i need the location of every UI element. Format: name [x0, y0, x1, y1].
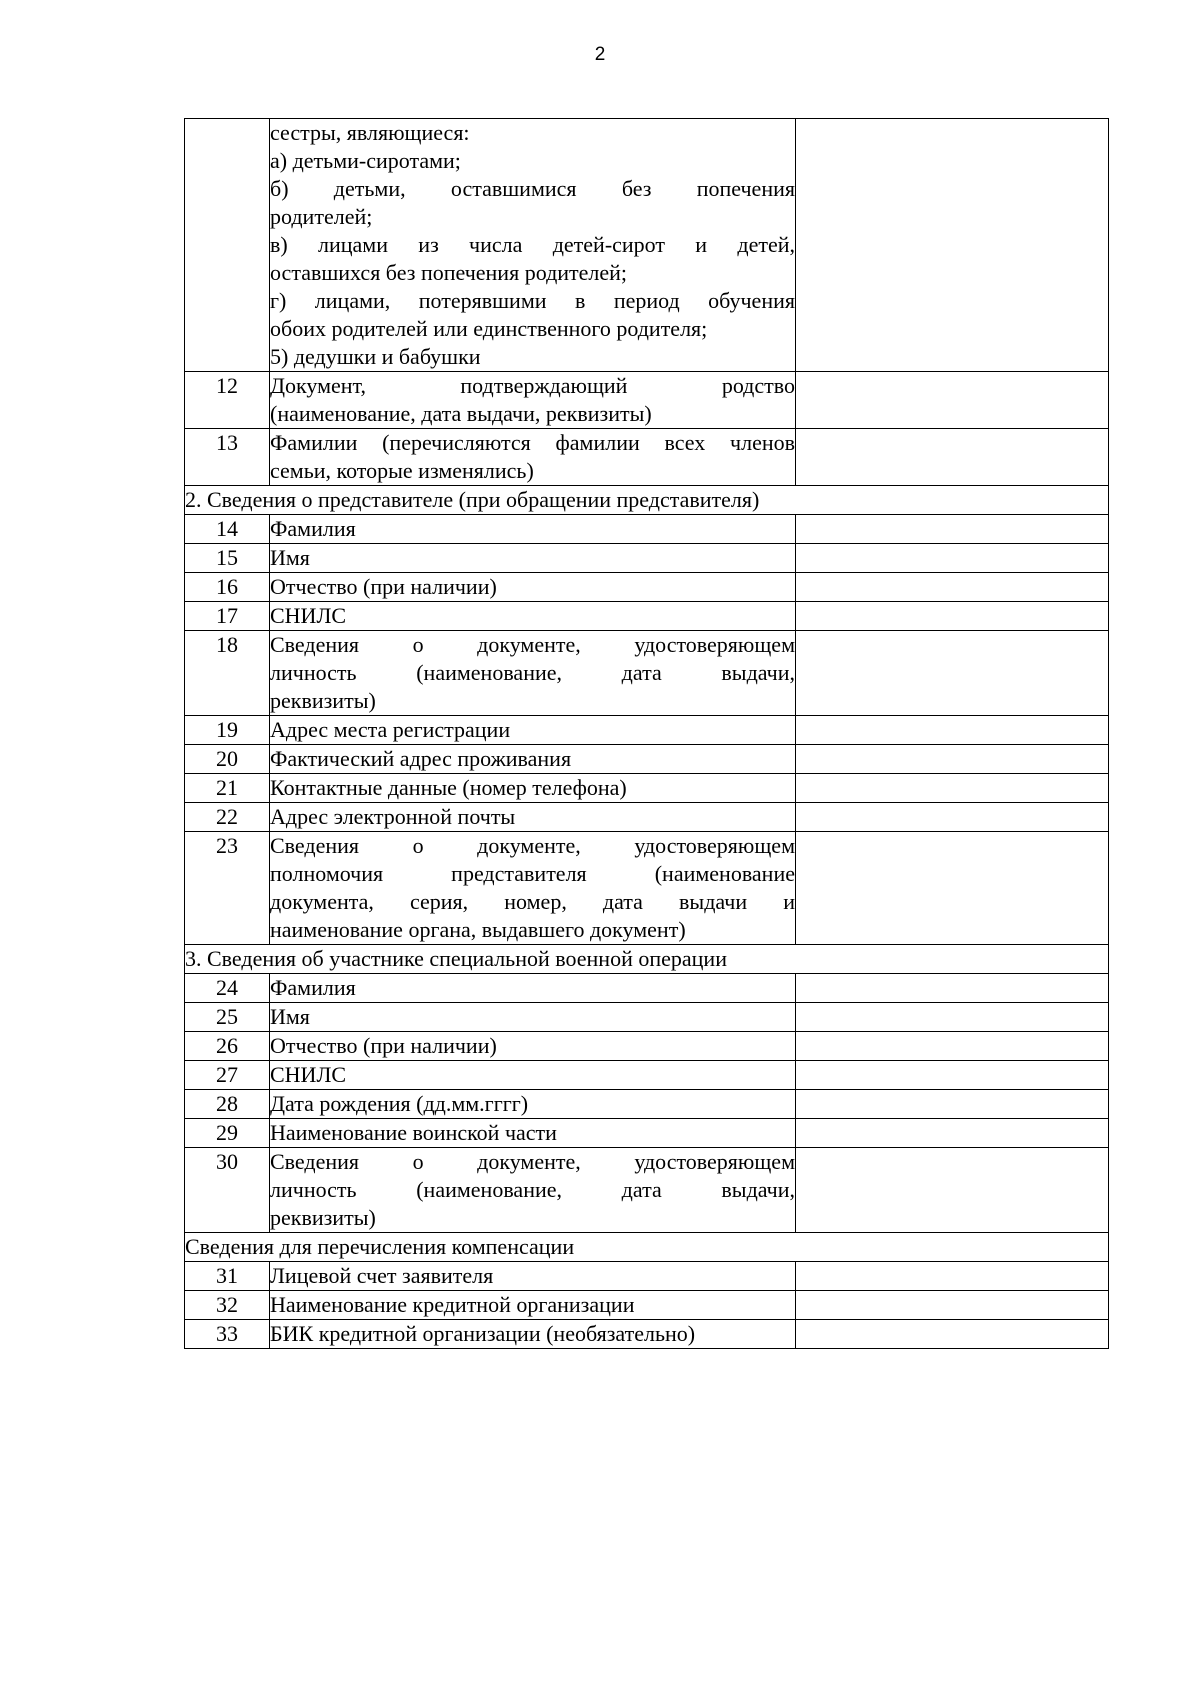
cell-line: Наименование воинской части [270, 1120, 557, 1145]
cell-line: обоих родителей или единственного родителя; [270, 316, 708, 341]
row-number-cell: 23 [185, 832, 270, 945]
row-label-cell [270, 974, 796, 1003]
row-value-cell[interactable] [796, 1061, 1109, 1090]
table-row [185, 631, 1109, 716]
row-label-cell [270, 803, 796, 832]
cell-line: 5) дедушки и бабушки [270, 344, 481, 369]
row-value-cell[interactable] [796, 544, 1109, 573]
cell-line: Лицевой счет заявителя [270, 1263, 494, 1288]
cell-line: полномочия представителя (наименование [270, 861, 795, 886]
row-number-cell: 13 [185, 429, 270, 486]
table-row [185, 774, 1109, 803]
row-value-cell[interactable] [796, 1119, 1109, 1148]
row-number-cell: 28 [185, 1090, 270, 1119]
row-number-cell: 29 [185, 1119, 270, 1148]
table-row [185, 1148, 1109, 1233]
row-number-cell: 26 [185, 1032, 270, 1061]
row-number-cell: 22 [185, 803, 270, 832]
row-number-cell: 19 [185, 716, 270, 745]
cell-line: Имя [270, 1004, 310, 1029]
row-label-cell [270, 1291, 796, 1320]
cell-line: Отчество (при наличии) [270, 574, 497, 599]
row-label-cell [270, 1090, 796, 1119]
section-row [185, 486, 1109, 515]
row-label-cell [270, 429, 796, 486]
row-number-cell: 20 [185, 745, 270, 774]
table-row [185, 745, 1109, 774]
page-number: 2 [594, 44, 606, 65]
row-label-cell [270, 573, 796, 602]
table-row [185, 1061, 1109, 1090]
cell-line: Сведения о документе, удостоверяющем [270, 1149, 795, 1174]
table-row [185, 1119, 1109, 1148]
cell-line: б) детьми, оставшимися без попечения [270, 176, 795, 201]
table-row [185, 1262, 1109, 1291]
row-label-cell [270, 544, 796, 573]
row-label-cell [270, 745, 796, 774]
row-value-cell[interactable] [796, 1090, 1109, 1119]
row-value-cell[interactable] [796, 1003, 1109, 1032]
cell-line: Сведения о документе, удостоверяющем [270, 632, 795, 657]
row-label-cell [270, 372, 796, 429]
cell-line: СНИЛС [270, 1062, 347, 1087]
row-value-cell[interactable] [796, 1032, 1109, 1061]
row-label-cell [270, 631, 796, 716]
row-number-cell: 33 [185, 1320, 270, 1349]
cell-line: Фамилия [270, 516, 356, 541]
row-value-cell[interactable] [796, 631, 1109, 716]
row-value-cell[interactable] [796, 974, 1109, 1003]
table-row [185, 716, 1109, 745]
table-row [185, 119, 1109, 372]
cell-line: Адрес места регистрации [270, 717, 511, 742]
cell-line: личность (наименование, дата выдачи, [270, 1177, 795, 1202]
row-value-cell[interactable] [796, 602, 1109, 631]
table-row [185, 1003, 1109, 1032]
cell-line: реквизиты) [270, 688, 376, 713]
row-value-cell[interactable] [796, 119, 1109, 372]
section-row [185, 1233, 1109, 1262]
table-row [185, 1291, 1109, 1320]
row-value-cell[interactable] [796, 1262, 1109, 1291]
cell-line: СНИЛС [270, 603, 347, 628]
table-row [185, 1032, 1109, 1061]
cell-line: Документ, подтверждающий родство [270, 373, 795, 398]
section-row [185, 945, 1109, 974]
cell-line: семьи, которые изменялись) [270, 458, 534, 483]
row-number-cell [185, 119, 270, 372]
row-number-cell: 18 [185, 631, 270, 716]
row-value-cell[interactable] [796, 429, 1109, 486]
cell-line: Контактные данные (номер телефона) [270, 775, 627, 800]
row-number-cell: 16 [185, 573, 270, 602]
cell-line: а) детьми-сиротами; [270, 148, 461, 173]
cell-line: Наименование кредитной организации [270, 1292, 635, 1317]
row-value-cell[interactable] [796, 372, 1109, 429]
table-row [185, 974, 1109, 1003]
row-label-cell [270, 1032, 796, 1061]
row-number-cell: 21 [185, 774, 270, 803]
row-number-cell: 15 [185, 544, 270, 573]
row-value-cell[interactable] [796, 573, 1109, 602]
cell-line: оставшихся без попечения родителей; [270, 260, 628, 285]
row-value-cell[interactable] [796, 515, 1109, 544]
row-label-cell [270, 1003, 796, 1032]
row-value-cell[interactable] [796, 716, 1109, 745]
cell-line: Адрес электронной почты [270, 804, 516, 829]
row-label-cell [270, 602, 796, 631]
table-row [185, 1320, 1109, 1349]
cell-line: Фамилия [270, 975, 356, 1000]
row-value-cell[interactable] [796, 745, 1109, 774]
table-row [185, 372, 1109, 429]
row-number-cell: 27 [185, 1061, 270, 1090]
cell-line: личность (наименование, дата выдачи, [270, 660, 795, 685]
row-label-cell [270, 1148, 796, 1233]
section-heading-representative: 2. Сведения о представителе (при обращении представителя) [185, 486, 1109, 515]
row-label-cell [270, 1320, 796, 1349]
cell-line: (наименование, дата выдачи, реквизиты) [270, 401, 652, 426]
table-row [185, 803, 1109, 832]
table-row [185, 429, 1109, 486]
row-value-cell[interactable] [796, 1148, 1109, 1233]
table-row [185, 515, 1109, 544]
table-row [185, 602, 1109, 631]
row-value-cell[interactable] [796, 832, 1109, 945]
row-label-cell [270, 515, 796, 544]
row-number-cell: 14 [185, 515, 270, 544]
table-row [185, 832, 1109, 945]
cell-line: наименование органа, выдавшего документ) [270, 917, 686, 942]
form-table [184, 118, 1109, 1349]
row-number-cell: 12 [185, 372, 270, 429]
form-table-body [185, 119, 1109, 1349]
section-heading-compensation: Сведения для перечисления компенсации [185, 1233, 1109, 1262]
row-number-cell: 32 [185, 1291, 270, 1320]
row-label-cell [270, 119, 796, 372]
cell-line: в) лицами из числа детей-сирот и детей, [270, 232, 795, 257]
section-heading-participant: 3. Сведения об участнике специальной военной операции [185, 945, 1109, 974]
cell-line: Отчество (при наличии) [270, 1033, 497, 1058]
cell-line: документа, серия, номер, дата выдачи и [270, 889, 795, 914]
cell-line: Фактический адрес проживания [270, 746, 572, 771]
row-number-cell: 25 [185, 1003, 270, 1032]
cell-line: сестры, являющиеся: [270, 120, 470, 145]
row-label-cell [270, 1262, 796, 1291]
row-number-cell: 31 [185, 1262, 270, 1291]
cell-line: Фамилии (перечисляются фамилии всех членов [270, 430, 795, 455]
row-number-cell: 24 [185, 974, 270, 1003]
row-number-cell: 30 [185, 1148, 270, 1233]
row-label-cell [270, 1061, 796, 1090]
row-label-cell [270, 774, 796, 803]
row-value-cell[interactable] [796, 774, 1109, 803]
row-label-cell [270, 716, 796, 745]
row-label-cell [270, 1119, 796, 1148]
table-row [185, 544, 1109, 573]
row-value-cell[interactable] [796, 803, 1109, 832]
row-value-cell[interactable] [796, 1291, 1109, 1320]
cell-line: Дата рождения (дд.мм.гггг) [270, 1091, 529, 1116]
cell-line: БИК кредитной организации (необязательно) [270, 1321, 696, 1346]
row-number-cell: 17 [185, 602, 270, 631]
cell-line: г) лицами, потерявшими в период обучения [270, 288, 795, 313]
cell-line: реквизиты) [270, 1205, 376, 1230]
cell-line: родителей; [270, 204, 373, 229]
cell-line: Сведения о документе, удостоверяющем [270, 833, 795, 858]
row-value-cell[interactable] [796, 1320, 1109, 1349]
cell-line: Имя [270, 545, 310, 570]
table-row [185, 1090, 1109, 1119]
table-row [185, 573, 1109, 602]
row-label-cell [270, 832, 796, 945]
